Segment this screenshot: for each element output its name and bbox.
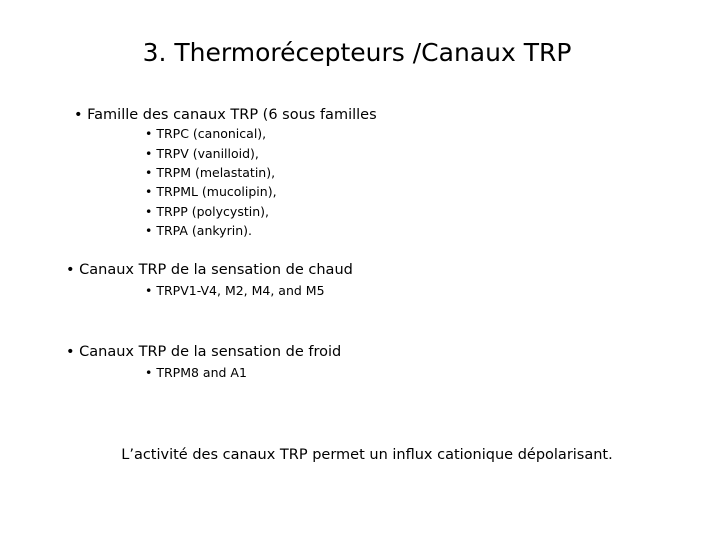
section-heading-cold: • Canaux TRP de la sensation de froid [66,344,342,360]
list-item: • TRPP (polycystin), [145,204,269,219]
list-item: • TRPML (mucolipin), [145,184,277,199]
list-item: • TRPV (vanilloid), [145,146,259,161]
list-item: • TRPM (melastatin), [145,165,276,180]
list-item: • TRPV1-V4, M2, M4, and M5 [145,283,325,298]
conclusion-text: L’activité des canaux TRP permet un influx cationique dépolarisant. [121,447,613,463]
section-heading-family: • Famille des canaux TRP (6 sous familles [74,107,377,123]
list-item: • TRPA (ankyrin). [145,223,252,238]
section-heading-heat: • Canaux TRP de la sensation de chaud [66,262,353,278]
list-item: • TRPM8 and A1 [145,365,247,380]
slide-title: 3. Thermorécepteurs /Canaux TRP [142,38,572,67]
list-item: • TRPC (canonical), [145,126,267,141]
